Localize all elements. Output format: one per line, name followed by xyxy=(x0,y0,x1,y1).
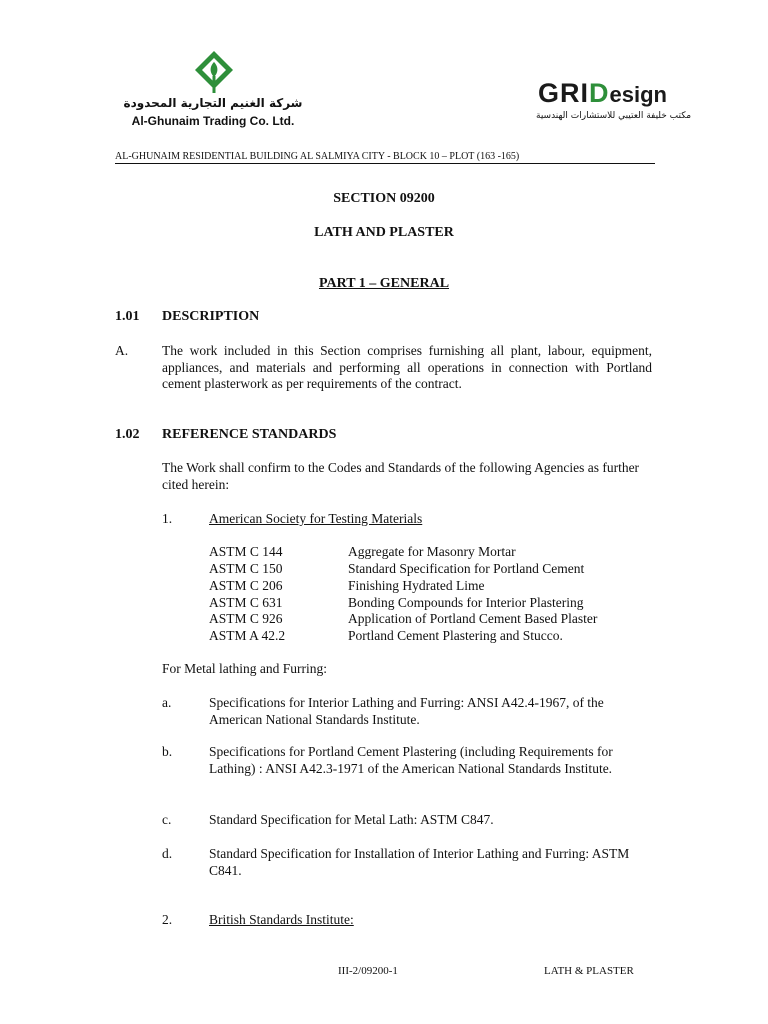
item-1-label: American Society for Testing Materials xyxy=(209,511,423,526)
reference-intro: The Work shall confirm to the Codes and Standards of the following Agencies as further cited herein: xyxy=(162,460,640,492)
metal-item-text: Standard Specification for Metal Lath: ASTM C847. xyxy=(209,812,494,827)
ghunaim-emblem-icon xyxy=(193,50,235,94)
heading-1-02-number: 1.02 xyxy=(115,427,140,442)
metal-lathing-intro: For Metal lathing and Furring: xyxy=(162,661,327,676)
gridesign-arabic-name: مكتب خليفة العتيبي للاستشارات الهندسية xyxy=(536,111,692,121)
section-title: LATH AND PLASTER xyxy=(314,225,454,240)
item-1-number: 1. xyxy=(162,511,173,526)
heading-1-02-title: REFERENCE STANDARDS xyxy=(162,427,337,442)
metal-item-text: Specifications for Interior Lathing and Furring: ANSI A42.4-1967, of the American National Standards Institute. xyxy=(209,695,604,727)
metal-item-text: Specifications for Portland Cement Plastering (including Requirements for Lathing) : ANSI A42.3-1971 of the American National Standards Institute. xyxy=(209,744,613,776)
astm-description: Bonding Compounds for Interior Plastering xyxy=(348,595,584,610)
astm-description: Portland Cement Plastering and Stucco. xyxy=(348,628,563,643)
heading-1-01-title: DESCRIPTION xyxy=(162,309,260,324)
item-2-label: British Standards Institute: xyxy=(209,912,354,927)
metal-item-label: a. xyxy=(162,695,172,710)
astm-code: ASTM A 42.2 xyxy=(209,628,286,643)
item-2-number: 2. xyxy=(162,912,173,927)
metal-item-label: c. xyxy=(162,812,172,827)
astm-code: ASTM C 631 xyxy=(209,595,283,610)
astm-code: ASTM C 144 xyxy=(209,544,283,559)
astm-description: Application of Portland Cement Based Plaster xyxy=(348,611,598,626)
al-ghunaim-logo xyxy=(118,50,308,130)
astm-code: ASTM C 926 xyxy=(209,611,283,626)
footer-title: LATH & PLASTER xyxy=(544,965,634,977)
metal-item-label: b. xyxy=(162,744,173,759)
gridesign-logo xyxy=(510,78,710,128)
gridesign-wordmark: GRIDesign xyxy=(538,78,667,108)
part-heading: PART 1 – GENERAL xyxy=(318,276,450,291)
page-number: III-2/09200-1 xyxy=(338,965,398,977)
metal-item-text: Standard Specification for Installation of Interior Lathing and Furring: ASTM C841. xyxy=(209,846,630,878)
astm-code: ASTM C 206 xyxy=(209,578,283,593)
astm-description: Aggregate for Masonry Mortar xyxy=(348,544,516,559)
project-header: AL-GHUNAIM RESIDENTIAL BUILDING AL SALMIYA CITY - BLOCK 10 – PLOT (163 -165) xyxy=(115,151,655,164)
astm-description: Standard Specification for Portland Cement xyxy=(348,561,585,576)
metal-item-label: d. xyxy=(162,846,173,861)
astm-code: ASTM C 150 xyxy=(209,561,283,576)
para-a-text: The work included in this Section comprises furnishing all plant, labour, equipment, appliances, and materials and performing all operations in connection with Portland cement plasterwork as per requirements of the contract. xyxy=(162,343,652,392)
company-arabic-name: شركة الغنيم التجارية المحدودة xyxy=(123,96,303,110)
heading-1-01-number: 1.01 xyxy=(115,309,140,324)
company-english-name: Al-Ghunaim Trading Co. Ltd. xyxy=(131,114,295,128)
para-a-label: A. xyxy=(115,343,129,358)
section-number: SECTION 09200 xyxy=(333,191,435,206)
astm-description: Finishing Hydrated Lime xyxy=(348,578,485,593)
